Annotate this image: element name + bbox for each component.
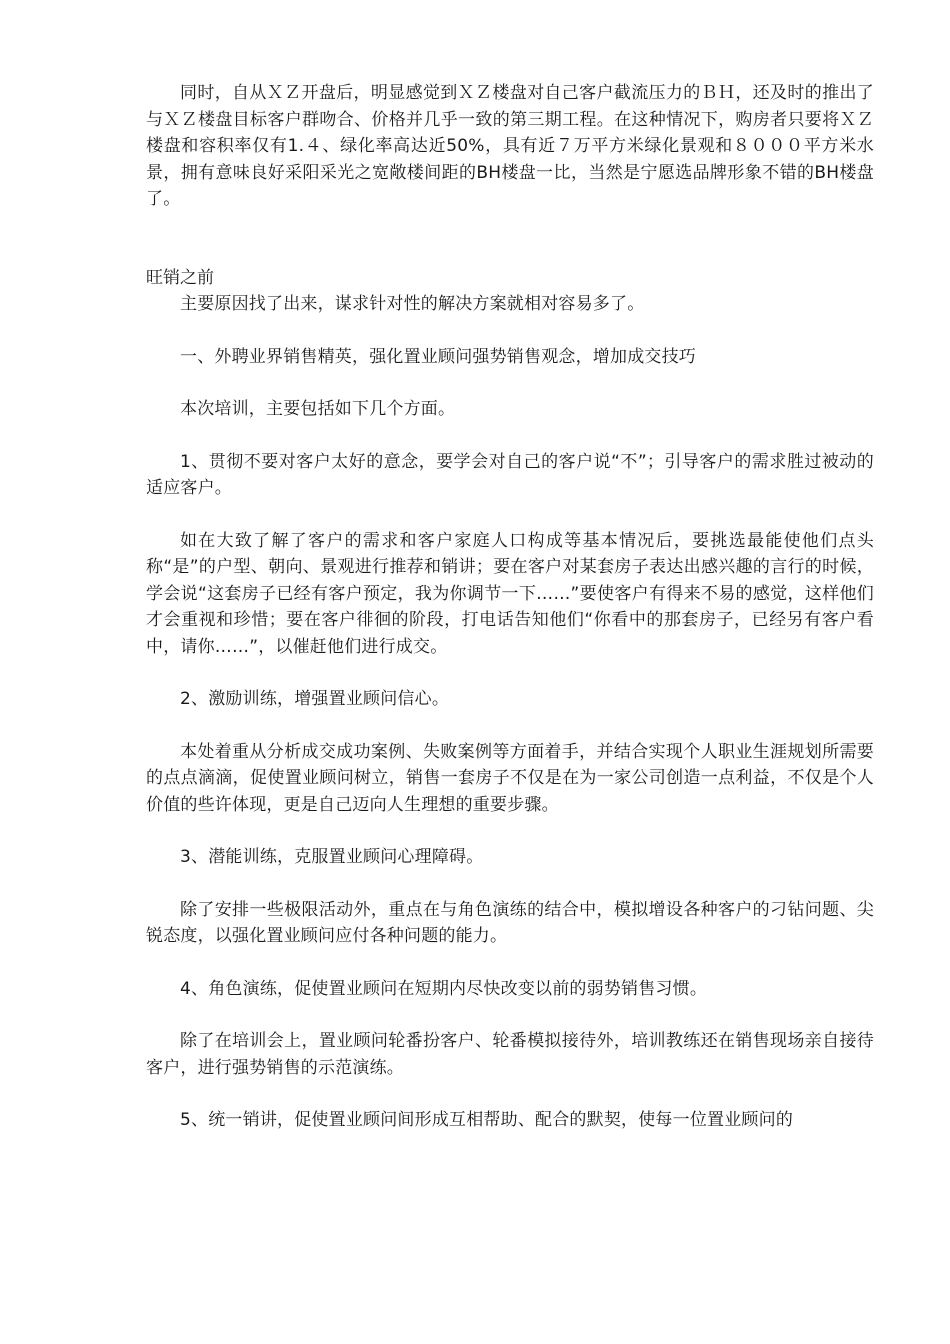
spacer [146,1002,874,1028]
spacer [146,950,874,976]
paragraph-intro: 主要原因找了出来，谋求针对性的解决方案就相对容易多了。 [180,294,645,314]
spacer [146,818,874,844]
paragraph-point-one: 一、外聘业界销售精英，强化置业顾问强势销售观念，增加成交技巧 [180,346,696,367]
spacer [146,713,874,739]
paragraph-item-3-detail: 除了安排一些极限活动外，重点在与角色演练的结合中，模拟增设各种客户的刁钻问题、尖锐态度，以强化置业顾问应付各种问题的能力。 [146,899,874,946]
spacer [146,318,874,344]
paragraph-competition: 同时，自从ＸＺ开盘后，明显感觉到ＸＺ楼盘对自己客户截流压力的ＢＨ，还及时的推出了与ＸＺ楼盘目标客户群吻合、价格并几乎一致的第三期工程。在这种情况下，购房者只要将ＸＺ楼盘和容积率仅有1.４、绿化率高达近50%，具有近７万平方米绿化景观和８０００平方米水景，拥有意味良好采阳采光之宽敞楼间距的BH楼盘一比，当然是宁愿选品牌形象不错的BH楼盘了。 [146,83,874,209]
paragraph-item-1-detail: 如在大致了解了客户的需求和客户家庭人口构成等基本情况后，要挑选最能使他们点头称“是”的户型、朝向、景观进行推荐和销讲；要在客户对某套房子表达出感兴趣的言行的时候，学会说“这套房子已经有客户预定，我为你调节一下……”要使客户有得来不易的感觉，这样他们才会重视和珍惜；要在客户徘徊的阶段，打电话告知他们“你看中的那套房子，已经另有客户看中，请你……”，以催赶他们进行成交。 [146,530,874,657]
document-page [146,80,874,1134]
spacer [146,1081,874,1107]
spacer [146,660,874,686]
paragraph-item-2: 2、激励训练，增强置业顾问信心。 [180,689,450,709]
paragraph-item-1: 1、贯彻不要对客户太好的意念，要学会对自己的客户说“不”；引导客户的需求胜过被动的适应客户。 [146,451,874,498]
paragraph-item-2-detail: 本处着重从分析成交成功案例、失败案例等方面着手，并结合实现个人职业生涯规划所需要的点点滴滴，促使置业顾问树立，销售一套房子不仅是在为一家公司创造一点利益，不仅是个人价值的些许体现，更是自己迈向人生理想的重要步骤。 [146,741,874,815]
spacer [146,502,874,528]
paragraph-item-4: 4、角色演练，促使置业顾问在短期内尽快改变以前的弱势销售习惯。 [180,978,708,999]
paragraph-item-3: 3、潜能训练，克服置业顾问心理障碍。 [180,847,484,867]
spacer [146,370,874,396]
paragraph-item-5: 5、统一销讲，促使置业顾问间形成互相帮助、配合的默契，使每一位置业顾问的 [180,1110,794,1130]
paragraph-item-4-detail: 除了在培训会上，置业顾问轮番扮客户、轮番模拟接待外，培训教练还在销售现场亲自接待客户，进行强势销售的示范演练。 [146,1031,874,1078]
spacer [146,213,874,265]
spacer [146,871,874,897]
paragraph-training: 本次培训，主要包括如下几个方面。 [180,399,456,419]
section-heading: 旺销之前 [146,267,214,288]
spacer [146,423,874,449]
